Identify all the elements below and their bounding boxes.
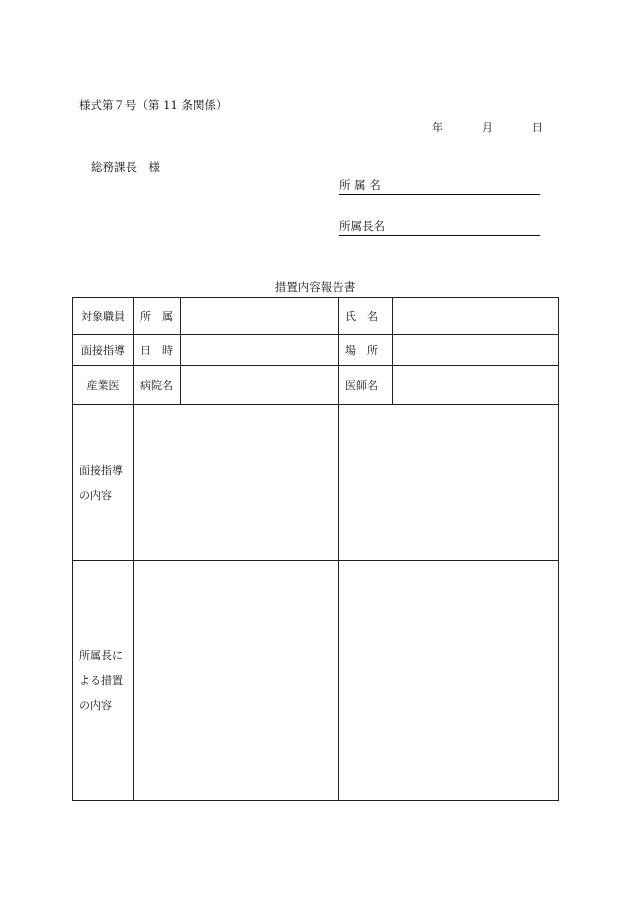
interview-content-label: [73, 405, 134, 561]
interview-label: 面接指導: [73, 335, 134, 366]
interview-datetime-label: 日 時: [134, 335, 181, 366]
date-day: 日: [532, 121, 543, 134]
date-month: 月: [482, 121, 493, 134]
chief-measures-line2: よる措置: [79, 674, 123, 687]
table-row: [73, 335, 559, 366]
addressee: 総務課長 様: [91, 160, 160, 174]
interview-place-input[interactable]: [393, 335, 559, 366]
hospital-name-label: 病院名: [134, 366, 181, 405]
staff-affiliation-label: 所 属: [134, 298, 181, 335]
staff-affiliation-input[interactable]: [181, 298, 339, 335]
report-table: [72, 297, 559, 801]
form-number: 様式第７号（第 11 条関係）: [79, 98, 228, 112]
staff-name-label: 氏 名: [339, 298, 393, 335]
table-row: [73, 405, 559, 561]
chief-name-label: 所属長名: [339, 219, 385, 233]
chief-measures-line1: 所属長に: [79, 649, 123, 662]
table-row: [73, 561, 559, 801]
doctor-name-input[interactable]: [393, 366, 559, 405]
chief-measures-input-right[interactable]: [339, 561, 559, 801]
table-row: [73, 366, 559, 405]
interview-content-line1: 面接指導: [79, 463, 123, 477]
chief-measures-label: [73, 561, 134, 801]
date-year: 年: [432, 121, 443, 134]
document-title: 措置内容報告書: [274, 280, 356, 294]
interview-datetime-input[interactable]: [181, 335, 339, 366]
chief-measures-input-left[interactable]: [134, 561, 339, 801]
interview-content-line2: の内容: [79, 488, 112, 502]
date-line: [432, 119, 543, 135]
industrial-physician-label: 産業医: [73, 366, 134, 405]
doctor-name-label: 医師名: [339, 366, 393, 405]
table-row: [73, 298, 559, 335]
interview-content-input-right[interactable]: [339, 405, 559, 561]
target-staff-label: 対象職員: [73, 298, 134, 335]
affiliation-name-underline: [339, 194, 540, 195]
chief-name-field[interactable]: [339, 218, 540, 238]
chief-measures-line3: の内容: [79, 699, 112, 712]
chief-name-underline: [339, 235, 540, 236]
interview-content-input-left[interactable]: [134, 405, 339, 561]
affiliation-name-label: 所 属 名: [339, 178, 381, 192]
affiliation-name-field[interactable]: [339, 177, 540, 197]
staff-name-input[interactable]: [393, 298, 559, 335]
interview-place-label: 場 所: [339, 335, 393, 366]
hospital-name-input[interactable]: [181, 366, 339, 405]
